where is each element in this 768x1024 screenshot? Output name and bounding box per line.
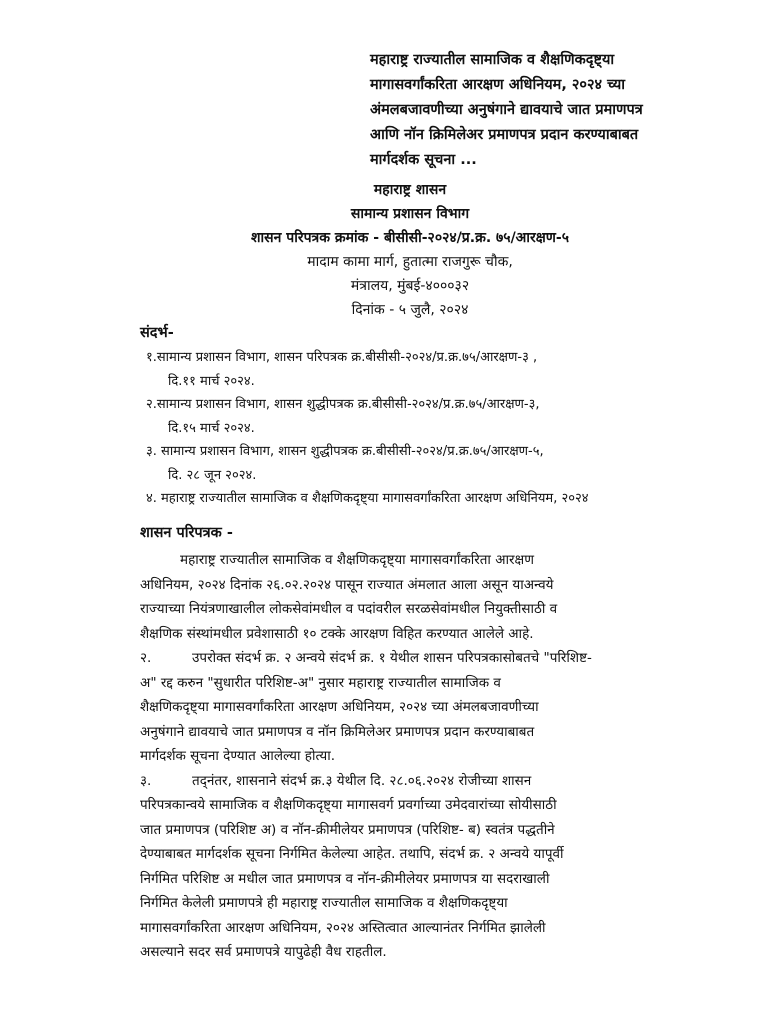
paragraph-line (140, 867, 700, 892)
circular-heading: शासन परिपत्रक - (140, 525, 233, 541)
reference-item: ३. सामान्य प्रशासन विभाग, शासन शुद्धीपत्रक क्र.बीसीसी-२०२४/प्र.क्र.७५/आरक्षण-५, (146, 444, 544, 459)
paragraph-line (140, 891, 700, 916)
paragraph-line (140, 818, 700, 843)
paragraph-line (140, 622, 700, 647)
paragraph-line (140, 793, 700, 818)
text: जात प्रमाणपत्र (परिशिष्ट अ) व नॉन-क्रीमीलेयर प्रमाणपत्र (परिशिष्ट- ब) स्वतंत्र पद्धतीने (140, 821, 555, 838)
paragraph-line (140, 573, 700, 598)
text: देण्याबाबत मार्गदर्शक सूचना निर्गमित केलेल्या आहेत. तथापि, संदर्भ क्र. २ अन्वये यापूर्वी (140, 846, 564, 862)
reference-item: १.सामान्य प्रशासन विभाग, शासन परिपत्रक क्र.बीसीसी-२०२४/प्र.क्र.७५/आरक्षण-३ , (146, 350, 538, 365)
subject-line: महाराष्ट्र राज्यातील सामाजिक व शैक्षणिकदृष्ट्या (370, 52, 615, 68)
government-name: महाराष्ट्र शासन (373, 182, 447, 198)
circular-number: शासन परिपत्रक क्रमांक - बीसीसी-२०२४/प्र.क्र. ७५/आरक्षण-५ (251, 230, 569, 246)
paragraph-line (140, 744, 700, 769)
references-list (140, 346, 720, 511)
paragraph-line (140, 671, 700, 696)
address-line: मंत्रालय, मुंबई-४०००३२ (350, 278, 470, 294)
paragraph-line (140, 769, 700, 794)
paragraph-line (140, 940, 700, 965)
paragraph-line (140, 646, 700, 671)
text: असल्याने सदर सर्व प्रमाणपत्रे यापुढेही वैध राहतील. (140, 944, 387, 960)
paragraph-line (140, 597, 700, 622)
paragraph-line (140, 720, 700, 745)
address-line: मादाम कामा मार्ग, हुतात्मा राजगुरू चौक, (307, 254, 513, 270)
department-name: सामान्य प्रशासन विभाग (350, 206, 470, 222)
reference-item: ४. महाराष्ट्र राज्यातील सामाजिक व शैक्षणिकदृष्ट्या मागासवर्गांकरिता आरक्षण अधिनियम, २०२४ (146, 491, 589, 506)
paragraph-line (140, 842, 700, 867)
subject-line: आणि नॉन क्रिमिलेअर प्रमाणपत्र प्रदान करण्याबाबत (370, 127, 639, 143)
subject-line: अंमलबजावणीच्या अनुषंगाने द्यावयाचे जात प्रमाणपत्र (370, 102, 643, 118)
text: निर्गमित परिशिष्ट अ मधील जात प्रमाणपत्र व नॉन-क्रीमीलेयर प्रमाणपत्र या सदराखाली (140, 870, 550, 887)
references-heading: संदर्भ- (140, 325, 174, 341)
paragraph-number: २. (140, 650, 152, 666)
paragraph-line (140, 916, 700, 941)
reference-item-date: दि. २८ जून २०२४. (168, 467, 257, 483)
text: परिपत्रकान्वये सामाजिक व शैक्षणिकदृष्ट्या मागासवर्ग प्रवर्गाच्या उमेदवारांच्या सोयीसाठी (140, 797, 557, 813)
issuer-block (140, 178, 680, 322)
text: शैक्षणिकदृष्ट्या मागासवर्गांकरिता आरक्षण अधिनियम, २०२४ च्या अंमलबजावणीच्या (140, 699, 539, 715)
text: शैक्षणिक संस्थांमधील प्रवेशासाठी १० टक्के आरक्षण विहित करण्यात आलेले आहे. (140, 625, 534, 642)
text: उपरोक्त संदर्भ क्र. २ अन्वये संदर्भ क्र. १ येथील शासन परिपत्रकासोबतचे "परिशिष्ट- (192, 650, 592, 666)
text: निर्गमित केलेली प्रमाणपत्रे ही महाराष्ट्र राज्यातील सामाजिक व शैक्षणिकदृष्ट्या (140, 895, 508, 911)
text: अधिनियम, २०२४ दिनांक २६.०२.२०२४ पासून राज्यात अंमलात आला असून याअन्वये (140, 576, 554, 593)
reference-item-date: दि.११ मार्च २०२४. (168, 373, 255, 389)
reference-item: २.सामान्य प्रशासन विभाग, शासन शुद्धीपत्रक क्र.बीसीसी-२०२४/प्र.क्र.७५/आरक्षण-३, (146, 397, 540, 412)
circular-body (140, 548, 700, 965)
text: अ" रद्द करुन "सुधारीत परिशिष्ट-अ" नुसार महाराष्ट्र राज्यातील सामाजिक व (140, 674, 501, 691)
text: महाराष्ट्र राज्यातील सामाजिक व शैक्षणिकदृष्ट्या मागासवर्गांकरिता आरक्षण (180, 552, 534, 568)
reference-item-date: दि.१५ मार्च २०२४. (168, 420, 255, 436)
subject-line: मागासवर्गांकरिता आरक्षण अधिनियम, २०२४ च्या (370, 77, 626, 93)
text: मागासवर्गांकरिता आरक्षण अधिनियम, २०२४ अस्तित्वात आल्यानंतर निर्गमित झालेली (140, 919, 546, 936)
text: तद्नंतर, शासनाने संदर्भ क्र.३ येथील दि. २८.०६.२०२४ रोजीच्या शासन (192, 772, 532, 789)
paragraph-line (140, 695, 700, 720)
text: राज्याच्या नियंत्रणाखालील लोकसेवांमधील व पदांवरील सरळसेवांमधील नियुक्तीसाठी व (140, 601, 558, 617)
text: अनुषंगाने द्यावयाचे जात प्रमाणपत्र व नॉन क्रिमिलेअर प्रमाणपत्र प्रदान करण्याबाबत (140, 723, 535, 740)
issue-date: दिनांक - ५ जुलै, २०२४ (351, 302, 469, 318)
document-subject (370, 48, 710, 173)
paragraph-number: ३. (140, 772, 152, 789)
text: मार्गदर्शक सूचना देण्यात आलेल्या होत्या. (140, 748, 335, 764)
paragraph-line (140, 548, 700, 573)
subject-line: मार्गदर्शक सूचना ... (370, 152, 477, 168)
